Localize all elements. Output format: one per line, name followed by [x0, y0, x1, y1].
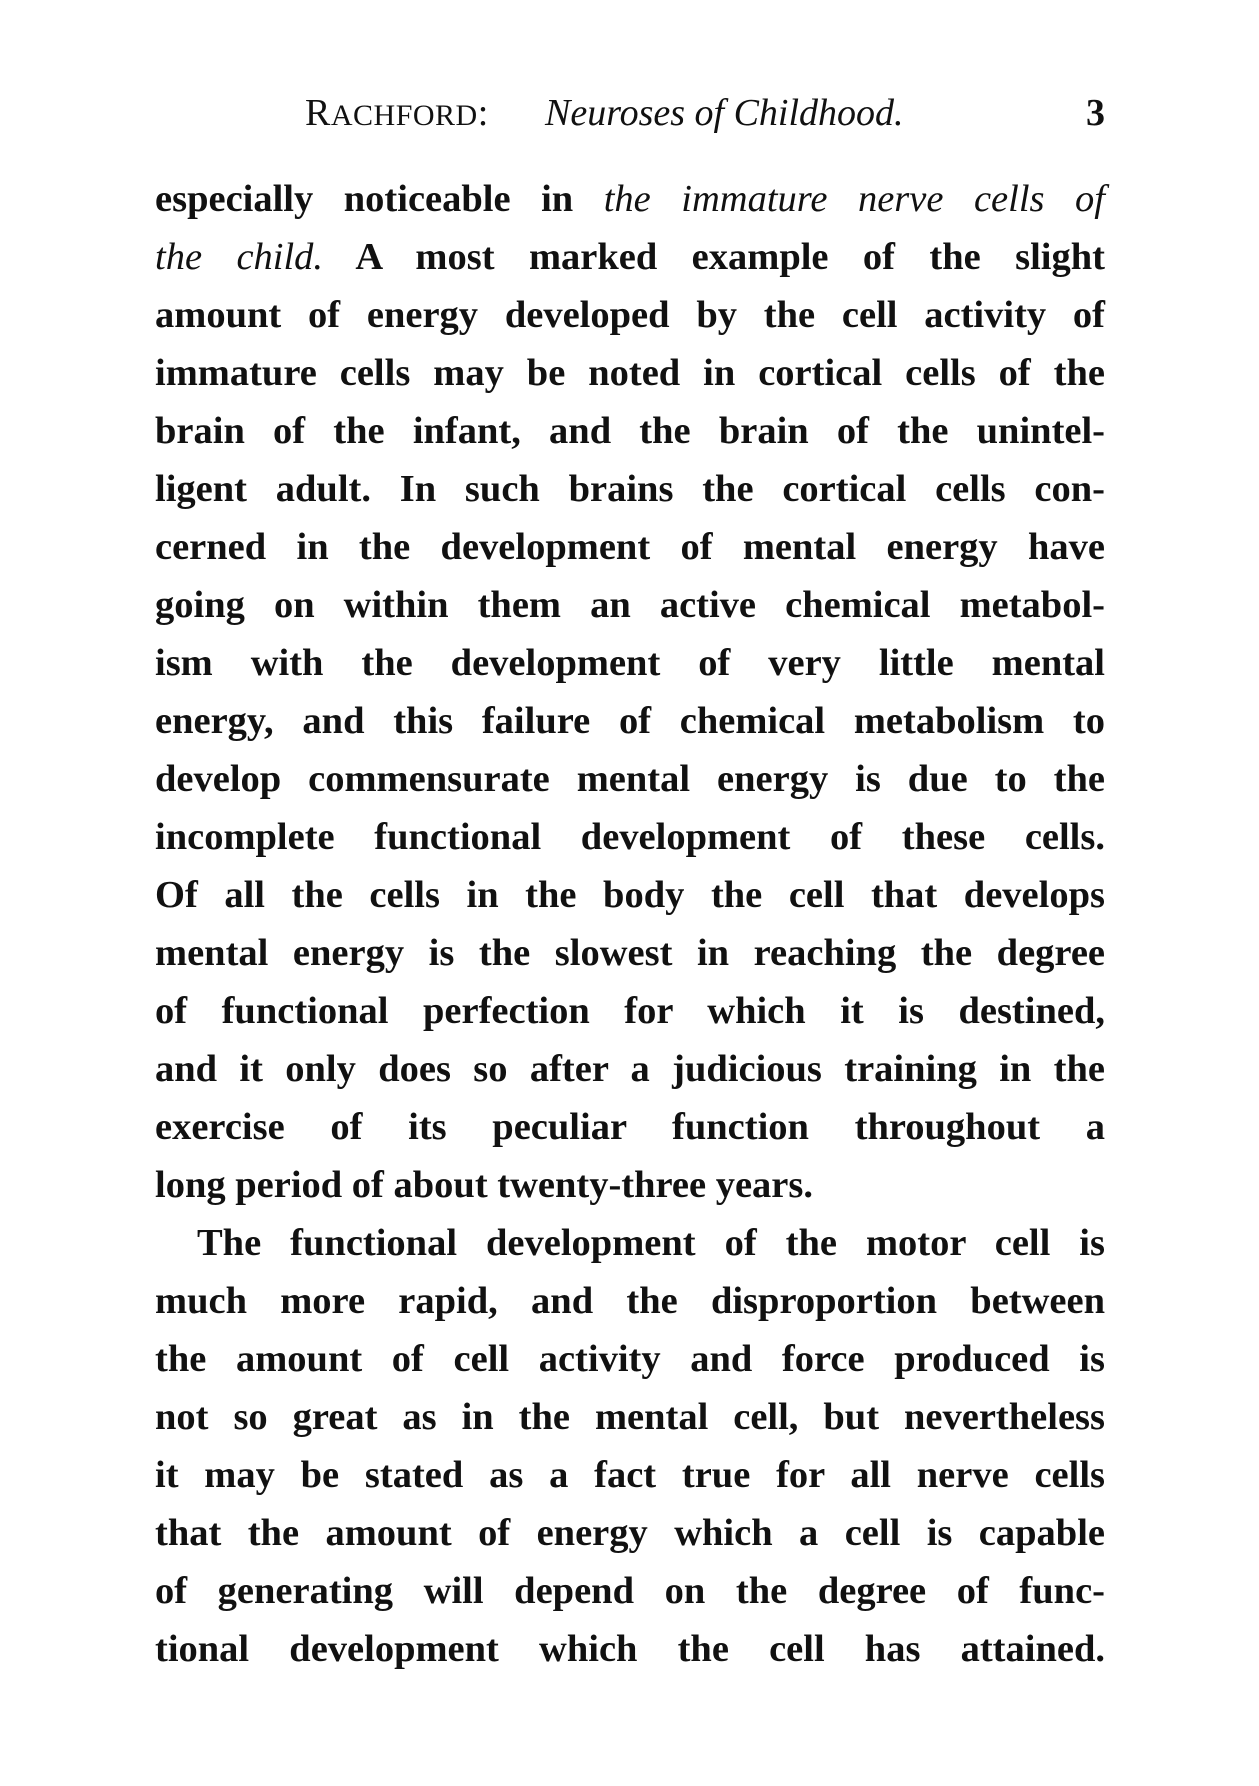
text-line: incomplete functional development of these cells.: [155, 816, 1105, 858]
text-line: exercise of its peculiar function throughout a: [155, 1106, 1105, 1148]
text-line: immature cells may be noted in cortical cells of the: [155, 352, 1105, 394]
text-line: long period of about twenty-three years.: [155, 1164, 813, 1206]
text-line: that the amount of energy which a cell is capable: [155, 1512, 1105, 1554]
text-line: mental energy is the slowest in reaching the degree: [155, 932, 1105, 974]
page-number: 3: [1086, 92, 1105, 134]
text-line: going on within them an active chemical metabol-: [155, 584, 1105, 626]
text-line: energy, and this failure of chemical metabolism to: [155, 700, 1105, 742]
text-line: and it only does so after a judicious training in the: [155, 1048, 1105, 1090]
text-line: ligent adult. In such brains the cortical cells con-: [155, 468, 1105, 510]
text-line: cerned in the development of mental energy have: [155, 526, 1105, 568]
text-line: The functional development of the motor cell is: [197, 1222, 1105, 1264]
text-line: tional development which the cell has attained.: [155, 1628, 1105, 1670]
text-line: Of all the cells in the body the cell that develops: [155, 874, 1105, 916]
italic-phrase: the child.: [155, 236, 324, 278]
text-line: the amount of cell activity and force produced is: [155, 1338, 1105, 1380]
body-text: [155, 170, 1105, 1678]
text-line: brain of the infant, and the brain of the unintel-: [155, 410, 1105, 452]
text-line: develop commensurate mental energy is due to the: [155, 758, 1105, 800]
text-line: ism with the development of very little mental: [155, 642, 1105, 684]
text-line: the child. A most marked example of the slight: [155, 236, 1105, 278]
text-line: especially noticeable in the immature nerve cells of: [155, 178, 1105, 220]
text-line: amount of energy developed by the cell activity of: [155, 294, 1105, 336]
text-line: of functional perfection for which it is destined,: [155, 990, 1105, 1032]
running-head: [155, 88, 1105, 138]
text-line: it may be stated as a fact true for all nerve cells: [155, 1454, 1105, 1496]
text-line: of generating will depend on the degree of func-: [155, 1570, 1105, 1612]
text-line: much more rapid, and the disproportion between: [155, 1280, 1105, 1322]
italic-phrase: the immature nerve cells of: [603, 178, 1105, 220]
running-head-author: RACHFORD:: [305, 92, 489, 134]
text-line: not so great as in the mental cell, but nevertheless: [155, 1396, 1105, 1438]
running-head-title: Neuroses of Childhood.: [545, 92, 904, 134]
